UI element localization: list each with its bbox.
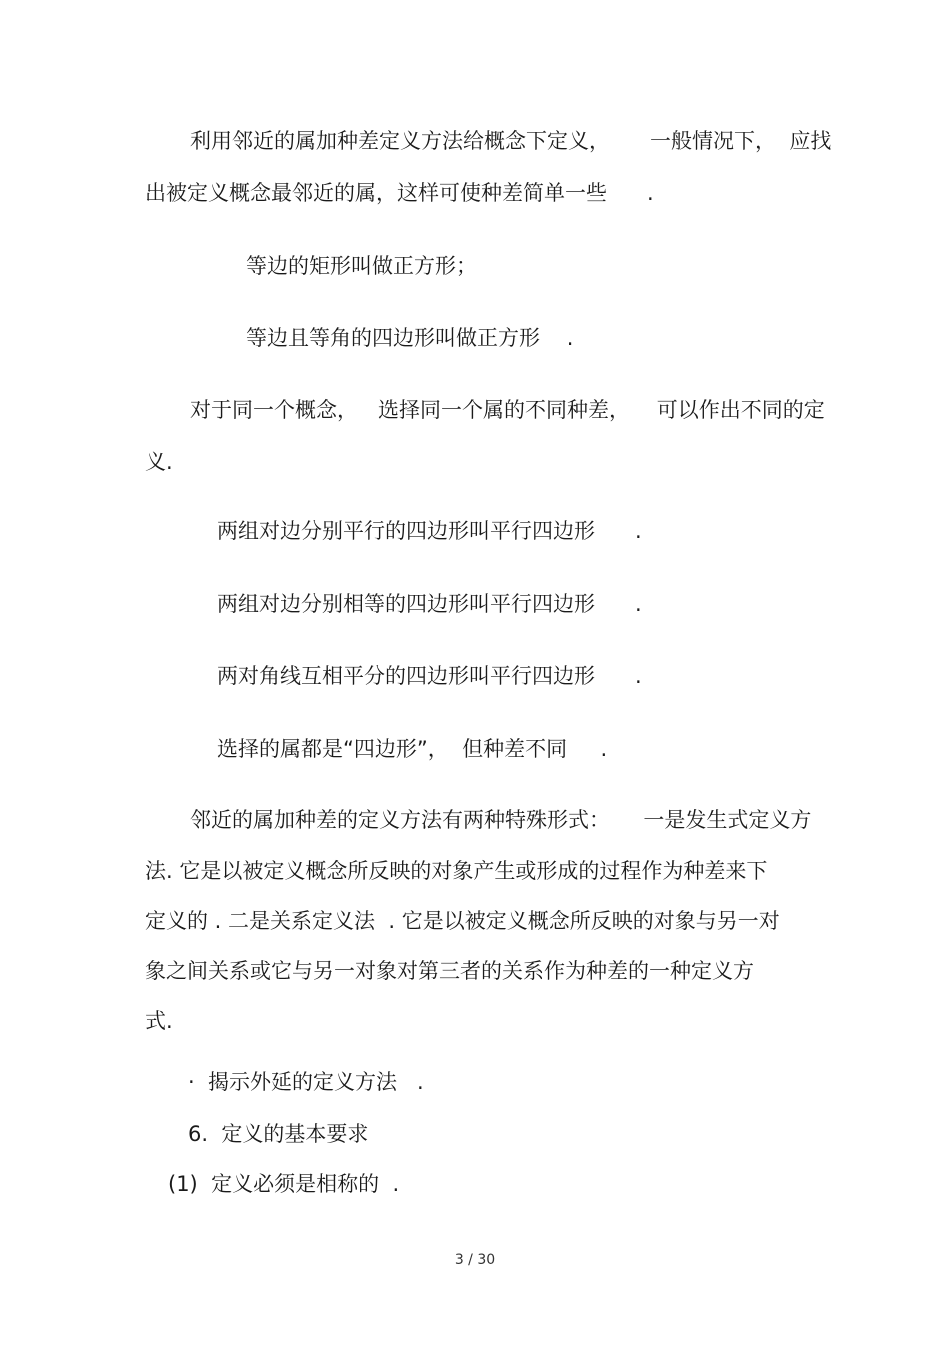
paragraph-1-line-1: 利用邻近的属加种差定义方法给概念下定义， 一般情况下， 应找: [190, 129, 832, 153]
example-square-2: 等边且等角的四边形叫做正方形 .: [246, 326, 574, 350]
paragraph-3-line-1: 邻近的属加种差的定义方法有两种特殊形式： 一是发生式定义方: [190, 808, 812, 832]
paragraph-3-line-3: 定义的 . 二是关系定义法 . 它是以被定义概念所反映的对象与另一对: [145, 909, 780, 933]
section-heading-6: 6. 定义的基本要求: [188, 1122, 369, 1146]
example-parallelogram-1: 两组对边分别平行的四边形叫平行四边形 .: [217, 519, 642, 543]
page-number: 3 / 30: [454, 1252, 496, 1268]
paragraph-3-line-2: 法. 它是以被定义概念所反映的对象产生或形成的过程作为种差来下: [145, 859, 768, 883]
example-parallelogram-2: 两组对边分别相等的四边形叫平行四边形 .: [217, 592, 642, 616]
requirement-1: (1) 定义必须是相称的 .: [168, 1172, 400, 1196]
paragraph-3-line-5: 式.: [145, 1009, 173, 1033]
example-parallelogram-3: 两对角线互相平分的四边形叫平行四边形 .: [217, 664, 642, 688]
paragraph-3-line-4: 象之间关系或它与另一对象对第三者的关系作为种差的一种定义方: [145, 959, 754, 983]
example-square-1: 等边的矩形叫做正方形；: [246, 254, 477, 278]
example-summary: 选择的属都是“四边形”， 但种差不同 .: [217, 737, 608, 761]
paragraph-2-line-1: 对于同一个概念， 选择同一个属的不同种差， 可以作出不同的定: [190, 398, 825, 422]
paragraph-1-line-2: 出被定义概念最邻近的属，这样可使种差简单一些 .: [145, 181, 654, 205]
paragraph-2-line-2: 义.: [145, 450, 173, 474]
bullet-extension-method: · 揭示外延的定义方法 .: [188, 1070, 424, 1094]
